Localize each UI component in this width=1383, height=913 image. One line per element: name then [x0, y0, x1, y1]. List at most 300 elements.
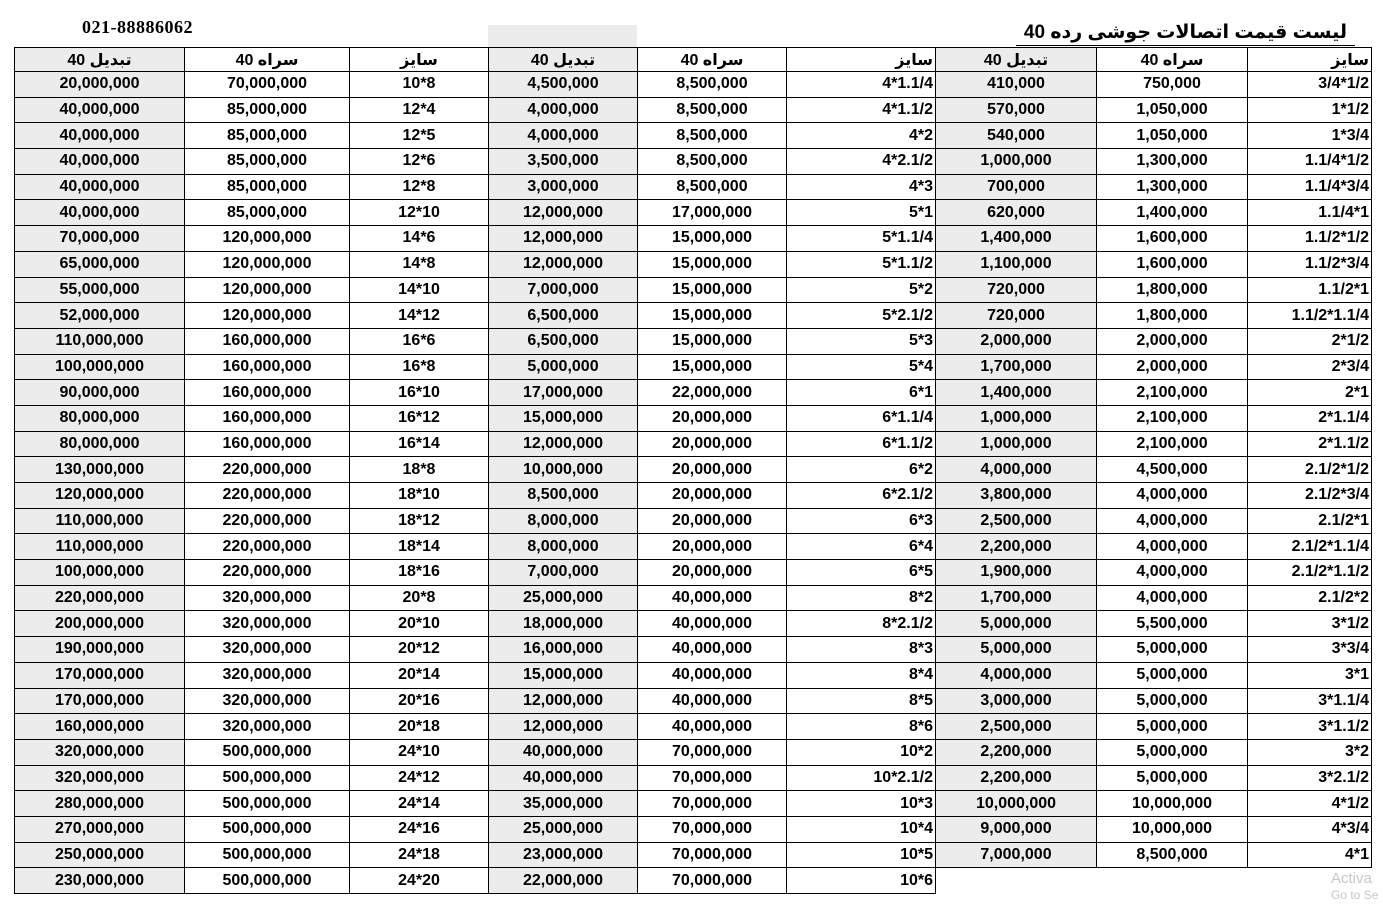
- tee-price-cell: 1,600,000: [1097, 251, 1248, 277]
- table-row: [15, 560, 1372, 586]
- tee-price-cell: 8,500,000: [638, 149, 787, 175]
- size-cell: 2.1/2*1.1/2: [1248, 560, 1372, 586]
- tee-price-cell: 40,000,000: [638, 688, 787, 714]
- size-cell: 6*3: [787, 508, 936, 534]
- size-cell: 5*2.1/2: [787, 303, 936, 329]
- size-cell: 4*1.1/4: [787, 72, 936, 98]
- reducer-price-cell: 720,000: [936, 277, 1097, 303]
- tee-header: سراه 40: [638, 48, 787, 72]
- tee-price-cell: 1,800,000: [1097, 303, 1248, 329]
- reducer-price-cell: 2,500,000: [936, 508, 1097, 534]
- phone-number: 021-88886062: [82, 17, 193, 37]
- size-cell: 24*20: [350, 868, 489, 894]
- size-cell: 18*10: [350, 483, 489, 509]
- size-cell: 4*1/2: [1248, 791, 1372, 817]
- size-cell: 12*8: [350, 174, 489, 200]
- tee-price-cell: 10,000,000: [1097, 791, 1248, 817]
- tee-price-cell: 70,000,000: [638, 765, 787, 791]
- reducer-price-cell: 320,000,000: [15, 765, 185, 791]
- size-cell: 8*2: [787, 585, 936, 611]
- reducer-price-cell: 10,000,000: [936, 791, 1097, 817]
- table-row: [15, 483, 1372, 509]
- tee-price-cell: 160,000,000: [185, 354, 350, 380]
- reducer-price-cell: 190,000,000: [15, 637, 185, 663]
- reducer-price-cell: 540,000: [936, 123, 1097, 149]
- tee-price-cell: 20,000,000: [638, 405, 787, 431]
- reducer-price-cell: 1,100,000: [936, 251, 1097, 277]
- size-cell: 10*4: [787, 816, 936, 842]
- tee-price-cell: 20,000,000: [638, 560, 787, 586]
- size-cell: 2.1/2*3/4: [1248, 483, 1372, 509]
- tee-price-cell: 160,000,000: [185, 380, 350, 406]
- table-row: [15, 72, 1372, 98]
- tee-price-cell: 5,000,000: [1097, 688, 1248, 714]
- tee-price-cell: 5,000,000: [1097, 637, 1248, 663]
- size-cell: 6*1: [787, 380, 936, 406]
- size-cell: 1.1/2*1/2: [1248, 226, 1372, 252]
- reducer-price-cell: 3,000,000: [489, 174, 638, 200]
- table-row: [15, 816, 1372, 842]
- size-cell: 12*5: [350, 123, 489, 149]
- reducer-price-cell: 12,000,000: [489, 200, 638, 226]
- reducer-price-cell: 80,000,000: [15, 405, 185, 431]
- size-cell: 24*18: [350, 842, 489, 868]
- table-row: [15, 791, 1372, 817]
- table-row: [15, 431, 1372, 457]
- reducer-price-cell: 100,000,000: [15, 560, 185, 586]
- reducer-price-cell: 6,500,000: [489, 303, 638, 329]
- size-cell: 16*8: [350, 354, 489, 380]
- size-cell: 18*12: [350, 508, 489, 534]
- reducer-price-cell: 720,000: [936, 303, 1097, 329]
- reducer-price-cell: 15,000,000: [489, 405, 638, 431]
- tee-price-cell: 2,100,000: [1097, 380, 1248, 406]
- tee-price-cell: 85,000,000: [185, 149, 350, 175]
- size-cell: 18*14: [350, 534, 489, 560]
- tee-price-cell: 320,000,000: [185, 637, 350, 663]
- reducer-price-cell: 2,500,000: [936, 714, 1097, 740]
- table-row: [15, 303, 1372, 329]
- size-cell: 8*3: [787, 637, 936, 663]
- reducer-price-cell: 40,000,000: [15, 149, 185, 175]
- reducer-price-cell: 570,000: [936, 97, 1097, 123]
- reducer-price-cell: 7,000,000: [489, 277, 638, 303]
- size-cell: 2*1.1/2: [1248, 431, 1372, 457]
- tee-header: سراه 40: [185, 48, 350, 72]
- size-cell: 2.1/2*1.1/4: [1248, 534, 1372, 560]
- table-row: [15, 637, 1372, 663]
- size-cell: 2.1/2*1/2: [1248, 457, 1372, 483]
- tee-price-cell: 85,000,000: [185, 97, 350, 123]
- size-cell: 3*2.1/2: [1248, 765, 1372, 791]
- size-cell: 3*1: [1248, 662, 1372, 688]
- size-cell: 20*18: [350, 714, 489, 740]
- tee-price-cell: 10,000,000: [1097, 816, 1248, 842]
- size-cell: 8*4: [787, 662, 936, 688]
- reducer-price-cell: 7,000,000: [936, 842, 1097, 868]
- reducer-price-cell: 25,000,000: [489, 585, 638, 611]
- tee-price-cell: 750,000: [1097, 72, 1248, 98]
- tee-price-cell: 8,500,000: [638, 123, 787, 149]
- size-cell: 10*8: [350, 72, 489, 98]
- reducer-price-cell: 220,000,000: [15, 585, 185, 611]
- size-cell: 5*2: [787, 277, 936, 303]
- size-cell: 6*2: [787, 457, 936, 483]
- size-cell: 14*12: [350, 303, 489, 329]
- size-cell: 2*1/2: [1248, 328, 1372, 354]
- size-cell: 8*6: [787, 714, 936, 740]
- tee-price-cell: 4,000,000: [1097, 585, 1248, 611]
- reducer-price-cell: 80,000,000: [15, 431, 185, 457]
- reducer-price-cell: 5,000,000: [936, 637, 1097, 663]
- tee-price-cell: 4,000,000: [1097, 560, 1248, 586]
- tee-price-cell: 160,000,000: [185, 405, 350, 431]
- size-cell: 5*3: [787, 328, 936, 354]
- size-cell: 12*4: [350, 97, 489, 123]
- size-header: سایز: [350, 48, 489, 72]
- tee-price-cell: 1,050,000: [1097, 123, 1248, 149]
- size-cell: 1*1/2: [1248, 97, 1372, 123]
- reducer-price-cell: 23,000,000: [489, 842, 638, 868]
- reducer-header: تبدیل 40: [15, 48, 185, 72]
- tee-price-cell: 1,400,000: [1097, 200, 1248, 226]
- tee-price-cell: 70,000,000: [638, 842, 787, 868]
- reducer-price-cell: 5,000,000: [936, 611, 1097, 637]
- table-row: [15, 380, 1372, 406]
- table-row: [15, 739, 1372, 765]
- size-cell: 2*1: [1248, 380, 1372, 406]
- size-cell: 18*16: [350, 560, 489, 586]
- size-cell: 20*14: [350, 662, 489, 688]
- size-cell: 4*3: [787, 174, 936, 200]
- reducer-price-cell: 8,000,000: [489, 534, 638, 560]
- size-cell: 14*8: [350, 251, 489, 277]
- reducer-price-cell: 5,000,000: [489, 354, 638, 380]
- tee-price-cell: 40,000,000: [638, 714, 787, 740]
- tee-price-cell: 70,000,000: [638, 868, 787, 894]
- size-cell: 20*12: [350, 637, 489, 663]
- tee-price-cell: 500,000,000: [185, 765, 350, 791]
- reducer-price-cell: 25,000,000: [489, 816, 638, 842]
- reducer-price-cell: 7,000,000: [489, 560, 638, 586]
- reducer-price-cell: 20,000,000: [15, 72, 185, 98]
- reducer-price-cell: 55,000,000: [15, 277, 185, 303]
- size-cell: 4*3/4: [1248, 816, 1372, 842]
- tee-price-cell: 2,000,000: [1097, 328, 1248, 354]
- size-cell: 5*1: [787, 200, 936, 226]
- reducer-price-cell: 620,000: [936, 200, 1097, 226]
- tee-price-cell: 20,000,000: [638, 457, 787, 483]
- reducer-price-cell: 110,000,000: [15, 508, 185, 534]
- size-cell: 1.1/2*1: [1248, 277, 1372, 303]
- tee-price-cell: 15,000,000: [638, 303, 787, 329]
- reducer-price-cell: 40,000,000: [489, 765, 638, 791]
- reducer-price-cell: 52,000,000: [15, 303, 185, 329]
- tee-price-cell: 8,500,000: [638, 72, 787, 98]
- empty-cell: [936, 868, 1372, 894]
- size-cell: 1.1/4*1/2: [1248, 149, 1372, 175]
- table-row: [15, 174, 1372, 200]
- reducer-price-cell: 120,000,000: [15, 483, 185, 509]
- size-cell: 24*12: [350, 765, 489, 791]
- tee-price-cell: 4,000,000: [1097, 483, 1248, 509]
- tee-price-cell: 2,000,000: [1097, 354, 1248, 380]
- table-row: [15, 611, 1372, 637]
- reducer-price-cell: 12,000,000: [489, 431, 638, 457]
- size-cell: 6*1.1/4: [787, 405, 936, 431]
- size-cell: 3*3/4: [1248, 637, 1372, 663]
- size-cell: 6*4: [787, 534, 936, 560]
- tee-price-cell: 4,500,000: [1097, 457, 1248, 483]
- table-row: [15, 662, 1372, 688]
- table-row: [15, 688, 1372, 714]
- size-cell: 10*2.1/2: [787, 765, 936, 791]
- size-cell: 6*5: [787, 560, 936, 586]
- reducer-price-cell: 12,000,000: [489, 714, 638, 740]
- size-cell: 3*1.1/4: [1248, 688, 1372, 714]
- reducer-price-cell: 90,000,000: [15, 380, 185, 406]
- size-cell: 12*6: [350, 149, 489, 175]
- tee-price-cell: 70,000,000: [638, 816, 787, 842]
- tee-price-cell: 15,000,000: [638, 251, 787, 277]
- tee-price-cell: 22,000,000: [638, 380, 787, 406]
- tee-price-cell: 220,000,000: [185, 534, 350, 560]
- table-header-row: [15, 48, 1372, 72]
- tee-price-cell: 85,000,000: [185, 174, 350, 200]
- tee-price-cell: 40,000,000: [638, 662, 787, 688]
- tee-header: سراه 40: [1097, 48, 1248, 72]
- tee-price-cell: 4,000,000: [1097, 508, 1248, 534]
- price-table: [14, 47, 1372, 894]
- page-title: لیست قیمت اتصالات جوشی رده 40: [1016, 22, 1355, 46]
- tee-price-cell: 20,000,000: [638, 431, 787, 457]
- reducer-price-cell: 130,000,000: [15, 457, 185, 483]
- tee-price-cell: 2,100,000: [1097, 431, 1248, 457]
- reducer-header: تبدیل 40: [936, 48, 1097, 72]
- size-cell: 3*1.1/2: [1248, 714, 1372, 740]
- tee-price-cell: 220,000,000: [185, 483, 350, 509]
- size-cell: 2.1/2*2: [1248, 585, 1372, 611]
- reducer-price-cell: 15,000,000: [489, 662, 638, 688]
- reducer-price-cell: 12,000,000: [489, 688, 638, 714]
- reducer-price-cell: 230,000,000: [15, 868, 185, 894]
- watermark-line-1: Activa: [1331, 870, 1372, 887]
- reducer-price-cell: 40,000,000: [15, 123, 185, 149]
- size-header: سایز: [1248, 48, 1372, 72]
- tee-price-cell: 20,000,000: [638, 483, 787, 509]
- tee-price-cell: 320,000,000: [185, 585, 350, 611]
- table-row: [15, 765, 1372, 791]
- reducer-price-cell: 280,000,000: [15, 791, 185, 817]
- table-row: [15, 277, 1372, 303]
- table-row: [15, 354, 1372, 380]
- tee-price-cell: 5,500,000: [1097, 611, 1248, 637]
- tee-price-cell: 220,000,000: [185, 560, 350, 586]
- size-cell: 24*10: [350, 739, 489, 765]
- size-cell: 2*3/4: [1248, 354, 1372, 380]
- reducer-price-cell: 65,000,000: [15, 251, 185, 277]
- table-row: [15, 200, 1372, 226]
- reducer-price-cell: 2,200,000: [936, 765, 1097, 791]
- reducer-price-cell: 1,700,000: [936, 585, 1097, 611]
- tee-price-cell: 320,000,000: [185, 714, 350, 740]
- tee-price-cell: 1,050,000: [1097, 97, 1248, 123]
- tee-price-cell: 15,000,000: [638, 277, 787, 303]
- tee-price-cell: 8,500,000: [638, 174, 787, 200]
- tee-price-cell: 500,000,000: [185, 791, 350, 817]
- size-cell: 4*2.1/2: [787, 149, 936, 175]
- reducer-price-cell: 10,000,000: [489, 457, 638, 483]
- reducer-price-cell: 170,000,000: [15, 688, 185, 714]
- size-cell: 1*3/4: [1248, 123, 1372, 149]
- tee-price-cell: 500,000,000: [185, 868, 350, 894]
- size-cell: 14*10: [350, 277, 489, 303]
- reducer-price-cell: 320,000,000: [15, 739, 185, 765]
- size-cell: 3*2: [1248, 739, 1372, 765]
- reducer-price-cell: 40,000,000: [15, 97, 185, 123]
- reducer-price-cell: 12,000,000: [489, 226, 638, 252]
- reducer-price-cell: 4,000,000: [489, 123, 638, 149]
- size-cell: 10*2: [787, 739, 936, 765]
- table-row: [15, 123, 1372, 149]
- tee-price-cell: 1,300,000: [1097, 149, 1248, 175]
- reducer-price-cell: 2,000,000: [936, 328, 1097, 354]
- size-cell: 2*1.1/4: [1248, 405, 1372, 431]
- size-cell: 14*6: [350, 226, 489, 252]
- reducer-price-cell: 22,000,000: [489, 868, 638, 894]
- size-cell: 1.1/4*3/4: [1248, 174, 1372, 200]
- table-row: [15, 508, 1372, 534]
- tee-price-cell: 85,000,000: [185, 123, 350, 149]
- tee-price-cell: 5,000,000: [1097, 765, 1248, 791]
- reducer-price-cell: 2,200,000: [936, 739, 1097, 765]
- size-cell: 6*2.1/2: [787, 483, 936, 509]
- reducer-price-cell: 700,000: [936, 174, 1097, 200]
- tee-price-cell: 8,500,000: [638, 97, 787, 123]
- header-shade: [488, 25, 637, 47]
- tee-price-cell: 85,000,000: [185, 200, 350, 226]
- reducer-price-cell: 1,400,000: [936, 226, 1097, 252]
- tee-price-cell: 220,000,000: [185, 457, 350, 483]
- reducer-price-cell: 9,000,000: [936, 816, 1097, 842]
- reducer-price-cell: 270,000,000: [15, 816, 185, 842]
- size-cell: 2.1/2*1: [1248, 508, 1372, 534]
- reducer-price-cell: 6,500,000: [489, 328, 638, 354]
- table-row: [15, 585, 1372, 611]
- tee-price-cell: 4,000,000: [1097, 534, 1248, 560]
- reducer-header: تبدیل 40: [489, 48, 638, 72]
- tee-price-cell: 500,000,000: [185, 842, 350, 868]
- tee-price-cell: 2,100,000: [1097, 405, 1248, 431]
- tee-price-cell: 1,800,000: [1097, 277, 1248, 303]
- size-cell: 16*12: [350, 405, 489, 431]
- size-header: سایز: [787, 48, 936, 72]
- table-row: [15, 457, 1372, 483]
- table-row: [15, 405, 1372, 431]
- size-cell: 20*10: [350, 611, 489, 637]
- table-row: [15, 534, 1372, 560]
- size-cell: 6*1.1/2: [787, 431, 936, 457]
- size-cell: 10*3: [787, 791, 936, 817]
- tee-price-cell: 320,000,000: [185, 611, 350, 637]
- table-row: [15, 868, 1372, 894]
- reducer-price-cell: 3,000,000: [936, 688, 1097, 714]
- reducer-price-cell: 4,000,000: [489, 97, 638, 123]
- size-cell: 10*6: [787, 868, 936, 894]
- size-cell: 10*5: [787, 842, 936, 868]
- size-cell: 4*2: [787, 123, 936, 149]
- size-cell: 16*10: [350, 380, 489, 406]
- reducer-price-cell: 100,000,000: [15, 354, 185, 380]
- reducer-price-cell: 4,500,000: [489, 72, 638, 98]
- reducer-price-cell: 4,000,000: [936, 457, 1097, 483]
- size-cell: 3/4*1/2: [1248, 72, 1372, 98]
- tee-price-cell: 15,000,000: [638, 226, 787, 252]
- reducer-price-cell: 1,400,000: [936, 380, 1097, 406]
- tee-price-cell: 15,000,000: [638, 328, 787, 354]
- table-row: [15, 328, 1372, 354]
- reducer-price-cell: 170,000,000: [15, 662, 185, 688]
- tee-price-cell: 220,000,000: [185, 508, 350, 534]
- tee-price-cell: 20,000,000: [638, 534, 787, 560]
- table-row: [15, 842, 1372, 868]
- reducer-price-cell: 17,000,000: [489, 380, 638, 406]
- size-cell: 16*14: [350, 431, 489, 457]
- size-cell: 12*10: [350, 200, 489, 226]
- reducer-price-cell: 110,000,000: [15, 328, 185, 354]
- reducer-price-cell: 1,900,000: [936, 560, 1097, 586]
- tee-price-cell: 1,600,000: [1097, 226, 1248, 252]
- tee-price-cell: 1,300,000: [1097, 174, 1248, 200]
- size-cell: 1.1/2*3/4: [1248, 251, 1372, 277]
- reducer-price-cell: 410,000: [936, 72, 1097, 98]
- tee-price-cell: 120,000,000: [185, 226, 350, 252]
- size-cell: 20*8: [350, 585, 489, 611]
- table-row: [15, 226, 1372, 252]
- tee-price-cell: 40,000,000: [638, 585, 787, 611]
- reducer-price-cell: 1,700,000: [936, 354, 1097, 380]
- tee-price-cell: 15,000,000: [638, 354, 787, 380]
- size-cell: 24*16: [350, 816, 489, 842]
- tee-price-cell: 500,000,000: [185, 739, 350, 765]
- reducer-price-cell: 8,000,000: [489, 508, 638, 534]
- size-cell: 1.1/4*1: [1248, 200, 1372, 226]
- tee-price-cell: 160,000,000: [185, 328, 350, 354]
- reducer-price-cell: 3,500,000: [489, 149, 638, 175]
- tee-price-cell: 70,000,000: [185, 72, 350, 98]
- size-cell: 16*6: [350, 328, 489, 354]
- table-row: [15, 251, 1372, 277]
- tee-price-cell: 500,000,000: [185, 816, 350, 842]
- tee-price-cell: 320,000,000: [185, 662, 350, 688]
- activation-watermark: [1331, 870, 1378, 904]
- tee-price-cell: 5,000,000: [1097, 714, 1248, 740]
- tee-price-cell: 17,000,000: [638, 200, 787, 226]
- tee-price-cell: 120,000,000: [185, 251, 350, 277]
- reducer-price-cell: 40,000,000: [489, 739, 638, 765]
- reducer-price-cell: 16,000,000: [489, 637, 638, 663]
- reducer-price-cell: 1,000,000: [936, 431, 1097, 457]
- size-cell: 3*1/2: [1248, 611, 1372, 637]
- size-cell: 1.1/2*1.1/4: [1248, 303, 1372, 329]
- size-cell: 4*1: [1248, 842, 1372, 868]
- reducer-price-cell: 70,000,000: [15, 226, 185, 252]
- tee-price-cell: 8,500,000: [1097, 842, 1248, 868]
- size-cell: 4*1.1/2: [787, 97, 936, 123]
- table-row: [15, 714, 1372, 740]
- size-cell: 5*1.1/4: [787, 226, 936, 252]
- reducer-price-cell: 200,000,000: [15, 611, 185, 637]
